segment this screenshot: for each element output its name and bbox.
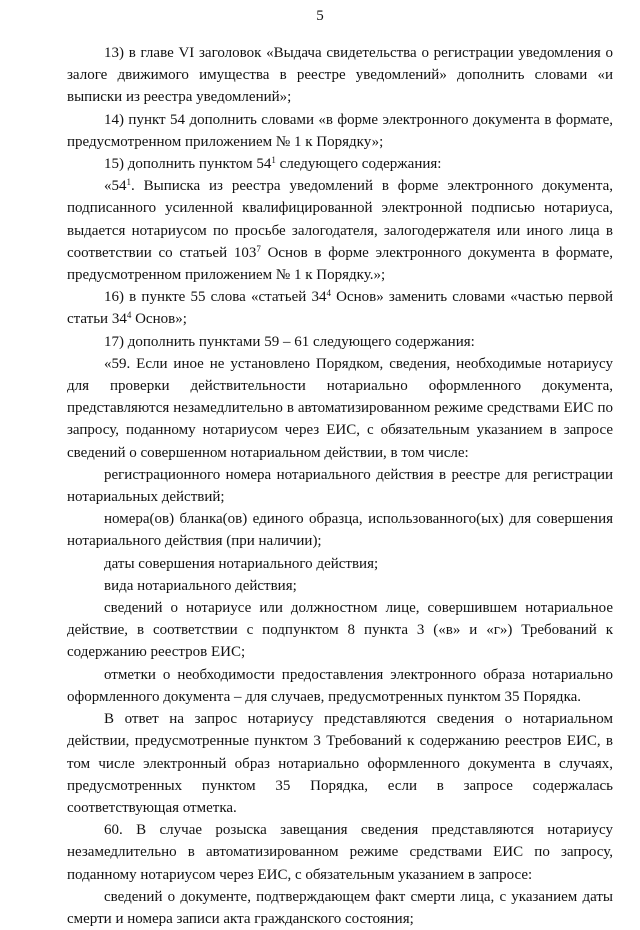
superscript: 7 [256, 243, 261, 254]
paragraph-60: 60. В случае розыска завещания сведения представляются нотариусу незамедлительно в автоматизированном режиме средствами ЕИС по запросу, поданному нотариусом через ЕИС, с обязательным указанием в запросе: [67, 822, 613, 883]
paragraph-14: 14) пункт 54 дополнить словами «в форме электронного документа в формате, предусмотренном приложением № 1 к Порядку»; [67, 111, 613, 150]
paragraph-54-1-text-a: «54 [104, 178, 127, 195]
list-item: отметки о необходимости предоставления электронного образа нотариально оформленного документа – для случаев, предусмотренных пунктом 35 Порядка. [67, 666, 613, 705]
answer-paragraph: В ответ на запрос нотариусу представляются сведения о нотариальном действии, предусмотренные пунктом 3 Требований к содержанию реестров ЕИС, в том числе электронный образ нотариально оформленного документа в случаях, предусмотренных пунктом 35 Порядка, если в запросе содержалась соответствующая отметка. [67, 711, 613, 816]
superscript: 1 [271, 155, 276, 166]
paragraph-16-text-b: Основ» заменить словами «частью первой статьи 34 [67, 289, 613, 328]
paragraph-54-1 [67, 175, 613, 286]
superscript: 4 [326, 288, 331, 299]
paragraph-15-text-b: следующего содержания: [275, 156, 442, 173]
page-number: 5 [316, 8, 324, 24]
paragraph-16 [67, 286, 613, 330]
paragraph-16-text-a: 16) в пункте 55 слова «статьей 34 [104, 289, 327, 306]
paragraph-15-text-a: 15) дополнить пунктом 54 [104, 156, 272, 173]
paragraph-13: 13) в главе VI заголовок «Выдача свидетельства о регистрации уведомления о залоге движимого имущества в реестре уведомлений» дополнить словами «и выписки из реестра уведомлений»; [67, 45, 613, 106]
list-item: сведений о нотариусе или должностном лице, совершившем нотариальное действие, в соответствии с подпунктом 8 пункта 3 («в» и «г») Требований к содержанию реестров ЕИС; [67, 600, 613, 661]
paragraph-54-1-text-b: . Выписка из реестра уведомлений в форме электронного документа, подписанного усиленной квалифицированной электронной подписью нотариуса, выдается нотариусом по просьбе залогодателя, залогодержателя или иного лица в соответствии со статьей 103 [67, 178, 613, 261]
paragraph-16-text-c: Основ»; [131, 311, 187, 328]
paragraph-15 [67, 153, 613, 175]
list-item: регистрационного номера нотариального действия в реестре для регистрации нотариальных действий; [67, 466, 613, 506]
list-item: номера(ов) бланка(ов) единого образца, использованного(ых) для совершения нотариального действия (при наличии); [67, 511, 613, 550]
paragraph-59: «59. Если иное не установлено Порядком, сведения, необходимые нотариусу для проверки действительности нотариально оформленного документа, представляются незамедлительно в автоматизированном режиме средствами ЕИС по запросу, поданному нотариусом через ЕИС, с обязательным указанием в запросе сведений о совершенном нотариальном действии, в том числе: [67, 355, 613, 461]
paragraph-17: 17) дополнить пунктами 59 – 61 следующего содержания: [104, 333, 475, 350]
superscript: 1 [126, 177, 131, 188]
list-item: сведений о документе, подтверждающем факт смерти лица, с указанием даты смерти и номера записи акта гражданского состояния; [67, 888, 613, 927]
list-item: даты совершения нотариального действия; [104, 555, 379, 572]
document-body [67, 42, 613, 930]
superscript: 4 [126, 310, 132, 321]
paragraph-54-1-text-c: Основ в форме электронного документа в формате, предусмотренном приложением № 1 к Порядку.»; [67, 244, 613, 284]
list-item: вида нотариального действия; [104, 577, 297, 594]
